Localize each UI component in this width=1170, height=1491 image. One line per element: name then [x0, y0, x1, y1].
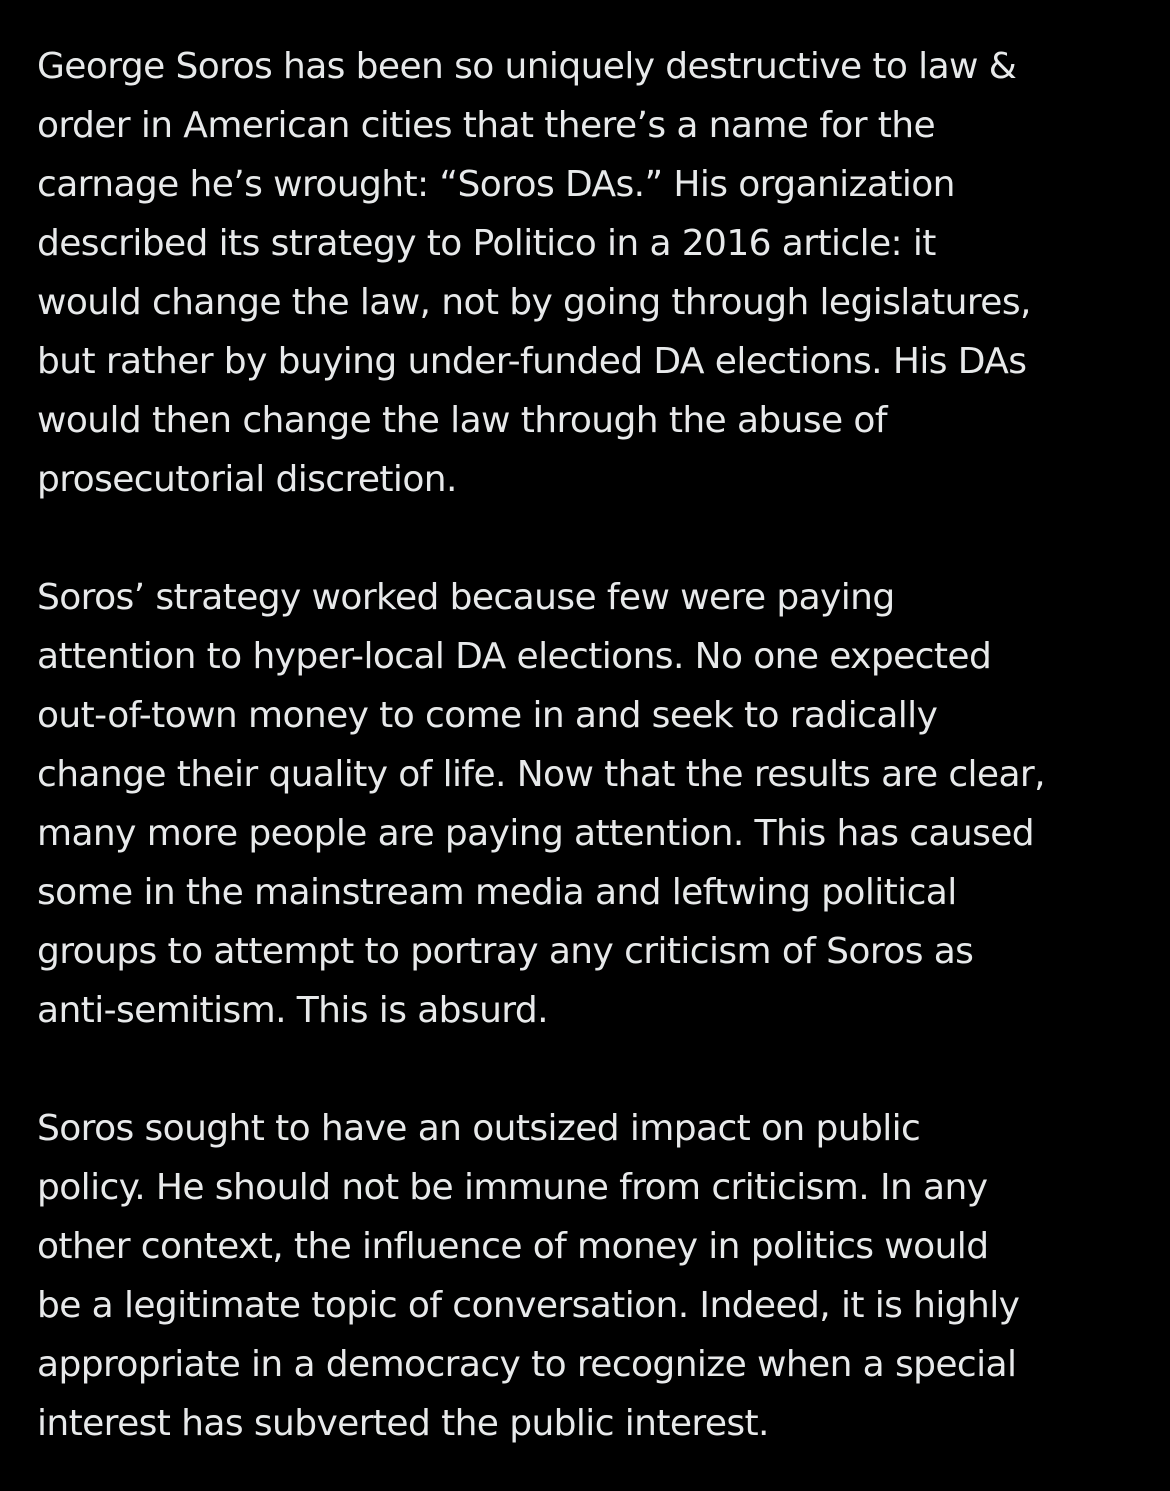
text-line: other context, the influence of money in politics would	[37, 1226, 989, 1267]
text-line: appropriate in a democracy to recognize when a special	[37, 1344, 1017, 1385]
text-line: George Soros has been so uniquely destructive to law &	[37, 46, 1017, 87]
paragraph-3	[37, 1099, 1147, 1453]
text-line: be a legitimate topic of conversation. Indeed, it is highly	[37, 1285, 1020, 1326]
text-line: described its strategy to Politico in a 2016 article: it	[37, 223, 936, 264]
text-line: groups to attempt to portray any criticism of Soros as	[37, 931, 974, 972]
text-line: would change the law, not by going through legislatures,	[37, 282, 1031, 323]
text-line: policy. He should not be immune from criticism. In any	[37, 1167, 988, 1208]
text-line: anti-semitism. This is absurd.	[37, 990, 548, 1031]
text-line: carnage he’s wrought: “Soros DAs.” His organization	[37, 164, 955, 205]
text-line: out-of-town money to come in and seek to radically	[37, 695, 938, 736]
post-text-body	[37, 37, 1147, 1453]
paragraph-1	[37, 37, 1147, 509]
text-line: prosecutorial discretion.	[37, 459, 457, 500]
text-line: attention to hyper-local DA elections. No one expected	[37, 636, 992, 677]
text-line: order in American cities that there’s a name for the	[37, 105, 936, 146]
paragraph-2	[37, 568, 1147, 1040]
text-line: change their quality of life. Now that the results are clear,	[37, 754, 1045, 795]
text-line: but rather by buying under-funded DA elections. His DAs	[37, 341, 1027, 382]
text-line: Soros sought to have an outsized impact on public	[37, 1108, 921, 1149]
text-line: some in the mainstream media and leftwing political	[37, 872, 957, 913]
text-line: many more people are paying attention. This has caused	[37, 813, 1035, 854]
text-line: would then change the law through the abuse of	[37, 400, 887, 441]
text-line: Soros’ strategy worked because few were paying	[37, 577, 895, 618]
text-line: interest has subverted the public interest.	[37, 1403, 769, 1444]
